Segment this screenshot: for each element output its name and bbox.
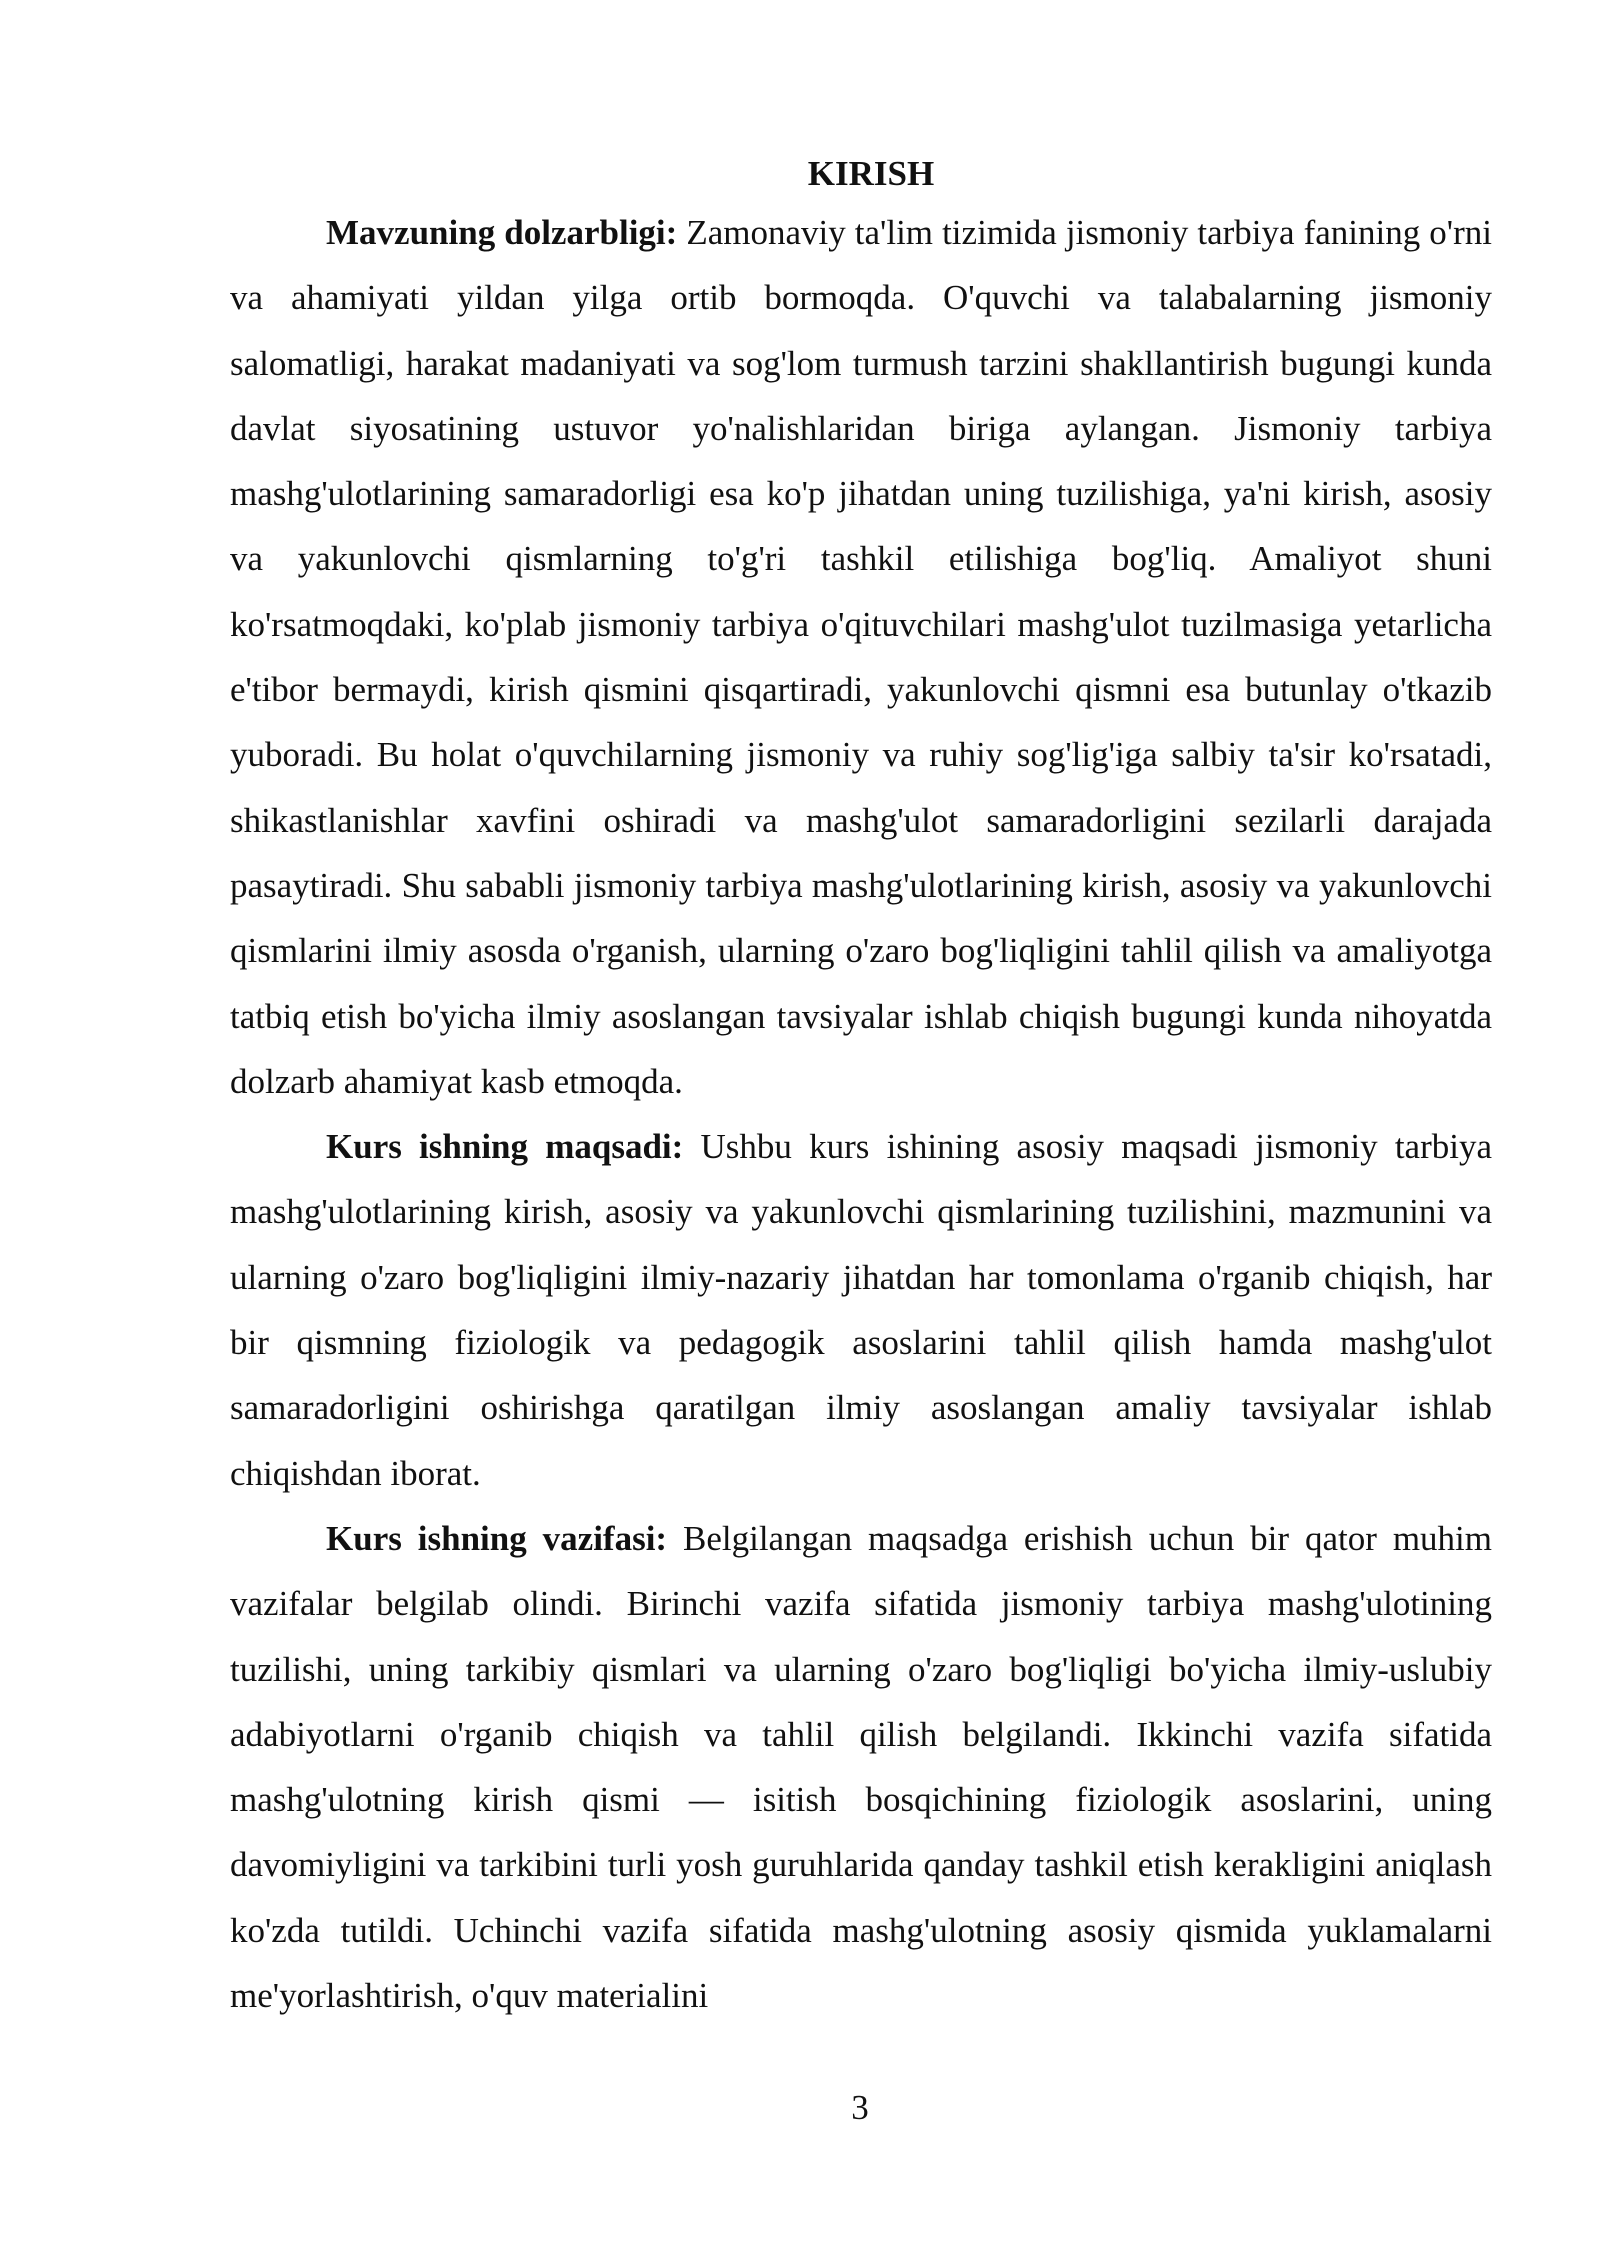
- paragraph-text: Zamonaviy ta'lim tizimida jismoniy tarbiya fanining o'rni va ahamiyati yildan yilga ortib bormoqda. O'quvchi va talabalarning jismoniy salomatligi, harakat madaniyati va sog'lom turmush tarzini shakllantirish bugungi kunda davlat siyosatining ustuvor yo'nalishlaridan biriga aylangan. Jismoniy tarbiya mashg'ulotlarining samaradorligi esa ko'p jihatdan uning tuzilishiga, ya'ni kirish, asosiy va yakunlovchi qismlarning to'g'ri tashkil etilishiga bog'liq. Amaliyot shuni ko'rsatmoqdaki, ko'plab jismoniy tarbiya o'qituvchilari mashg'ulot tuzilmasiga yetarlicha e'tibor bermaydi, kirish qismini qisqartiradi, yakunlovchi qismni esa butunlay o'tkazib yuboradi. Bu holat o'quvchilarning jismoniy va ruhiy sog'lig'iga salbiy ta'sir ko'rsatadi, shikastlanishlar xavfini oshiradi va mashg'ulot samaradorligini sezilarli darajada pasaytiradi. Shu sababli jismoniy tarbiya mashg'ulotlarining kirish, asosiy va yakunlovchi qismlarini ilmiy asosda o'rganish, ularning o'zaro bog'liqligini tahlil qilish va amaliyotga tatbiq etish bo'yicha ilmiy asoslangan tavsiyalar ishlab chiqish bugungi kunda nihoyatda dolzarb ahamiyat kasb etmoqda.: [230, 213, 1492, 1101]
- paragraph-goal: [230, 1114, 1492, 1506]
- paragraph-lead: Kurs ishning maqsadi:: [326, 1127, 684, 1167]
- paragraph-text: Ushbu kurs ishining asosiy maqsadi jismoniy tarbiya mashg'ulotlarining kirish, asosiy va yakunlovchi qismlarining tuzilishini, mazmunini va ularning o'zaro bog'liqligini ilmiy-nazariy jihatdan har tomonlama o'rganib chiqish, har bir qismning fiziologik va pedagogik asoslarini tahlil qilish hamda mashg'ulot samaradorligini oshirishga qaratilgan ilmiy asoslangan amaliy tavsiyalar ishlab chiqishdan iborat.: [230, 1127, 1492, 1493]
- paragraph-tasks: [230, 1506, 1492, 2028]
- paragraph-lead: Mavzuning dolzarbligi:: [326, 213, 678, 252]
- section-title: KIRISH: [807, 154, 935, 193]
- paragraph-relevance: [230, 200, 1492, 1114]
- paragraph-text: Belgilangan maqsadga erishish uchun bir qator muhim vazifalar belgilab olindi. Birinchi vazifa sifatida jismoniy tarbiya mashg'ulotining tuzilishi, uning tarkibiy qismlari va ularning o'zaro bog'liqligi bo'yicha ilmiy-uslubiy adabiyotlarni o'rganib chiqish va tahlil qilish belgilandi. Ikkinchi vazifa sifatida mashg'ulotning kirish qismi — isitish bosqichining fiziologik asoslarini, uning davomiyligini va tarkibini turli yosh guruhlarida qanday tashkil etish kerakligini aniqlash ko'zda tutildi. Uchinchi vazifa sifatida mashg'ulotning asosiy qismida yuklamalarni me'yorlashtirish, o'quv materialini: [230, 1518, 1492, 2016]
- page-content: [230, 148, 1492, 2028]
- page-number: 3: [851, 2088, 869, 2127]
- paragraph-lead: Kurs ishning vazifasi:: [326, 1518, 668, 1558]
